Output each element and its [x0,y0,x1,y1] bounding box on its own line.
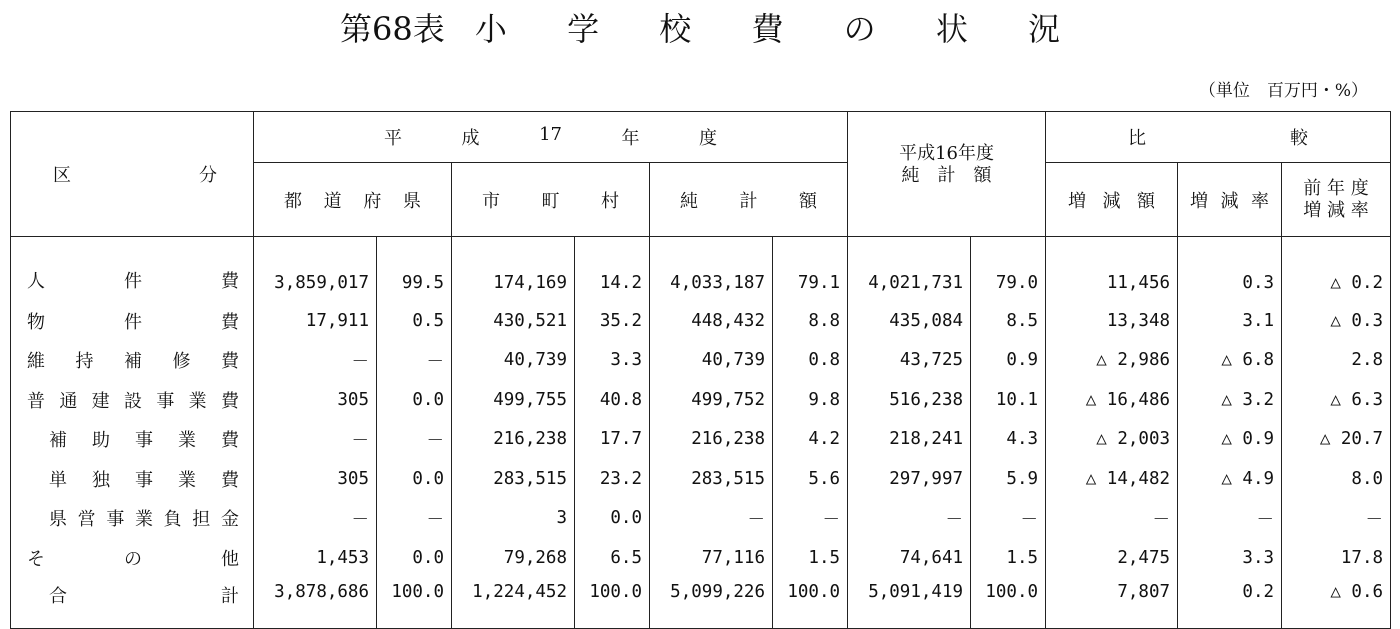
row-label-char: 補 [124,351,142,373]
cell-fy16-share: 10.1 [971,380,1046,420]
cell-fy16-amount: 4,021,731 [848,237,971,302]
title-char: 校 [659,10,692,48]
cell-diff-amount: 13,348 [1046,301,1178,341]
cell-diff-rate: △ 0.9 [1178,420,1282,460]
cell-net-share: 9.8 [773,380,848,420]
header-diff-char: 減 [1102,190,1121,212]
cell-muni-amount: 174,169 [452,237,575,302]
cell-prev-diff-rate: △ 20.7 [1282,420,1391,460]
header-prev-rate-line2: 増 減 率 [1303,199,1369,221]
cell-diff-amount: 2,475 [1046,538,1178,578]
cell-net-share: － [773,499,848,539]
cell-fy16-share: 8.5 [971,301,1046,341]
cell-muni-amount: 499,755 [452,380,575,420]
table-row [11,578,1391,629]
row-label-char: 件 [124,271,142,292]
header-net-char: 額 [799,190,818,212]
cell-muni-share: 14.2 [575,237,650,302]
cell-pref-share: － [377,420,452,460]
cell-prev-diff-rate: △ 6.3 [1282,380,1391,420]
row-label-char: 費 [220,390,239,412]
header-compare-char: 較 [1290,128,1309,149]
header-fy16-line2: 純 計 額 [901,165,992,186]
row-label-char: 県 [49,509,67,531]
cell-prev-diff-rate: 8.0 [1282,459,1391,499]
header-muni-char: 村 [601,190,619,212]
cell-diff-rate: △ 6.8 [1178,341,1282,381]
header-municipality [452,163,650,237]
header-net-char: 計 [739,190,758,212]
title-char: 況 [1028,10,1061,48]
header-diff-char: 増 [1068,190,1087,212]
cell-pref-amount: － [254,341,377,381]
cell-muni-share: 6.5 [575,538,650,578]
unit-note: （単位 百万円・%） [1198,81,1368,101]
header-category [11,112,254,237]
header-muni-char: 市 [482,190,500,212]
cell-fy16-share: － [971,499,1046,539]
row-label-char: 業 [178,469,196,491]
header-pref-char: 府 [363,190,382,212]
cell-prev-diff-rate: △ 0.2 [1282,237,1391,302]
cell-muni-share: 3.3 [575,341,650,381]
header-prefecture [254,163,452,237]
cell-pref-share: 100.0 [377,578,452,629]
cell-net-share: 4.2 [773,420,848,460]
title-char: 状 [935,10,968,48]
cell-fy16-amount: 218,241 [848,420,971,460]
cell-fy16-share: 0.9 [971,341,1046,381]
cell-pref-share: － [377,499,452,539]
header-compare-char: 比 [1128,128,1147,149]
cell-net-amount: 499,752 [650,380,773,420]
row-label [11,301,254,341]
cell-fy16-share: 1.5 [971,538,1046,578]
row-label-char: 合 [49,585,67,607]
row-label-char: 修 [172,351,191,373]
row-label [11,237,254,302]
header-compare [1046,112,1391,163]
header-diff-amount [1046,163,1178,237]
cell-net-share: 0.8 [773,341,848,381]
cell-fy16-share: 100.0 [971,578,1046,629]
row-label-char: 費 [221,430,239,452]
title-char: 費 [751,10,784,48]
row-label-char: 費 [221,271,239,292]
cell-prev-diff-rate: △ 0.6 [1282,578,1391,629]
row-label-char: 負 [163,509,182,531]
cell-pref-amount: 17,911 [254,301,377,341]
cell-prev-diff-rate: △ 0.3 [1282,301,1391,341]
table-row [11,459,1391,499]
cell-net-amount: 5,099,226 [650,578,773,629]
row-label [11,420,254,460]
table-row [11,420,1391,460]
row-label-char: 補 [49,430,67,452]
cell-muni-share: 0.0 [575,499,650,539]
table-row [11,341,1391,381]
cell-fy16-amount: 5,091,419 [848,578,971,629]
cell-net-amount: 40,739 [650,341,773,381]
cell-muni-share: 35.2 [575,301,650,341]
row-label-char: 事 [135,430,153,452]
header-pref-char: 道 [323,190,342,212]
row-label-char: 費 [221,469,239,491]
row-label-char: 建 [91,390,110,412]
cell-pref-amount: 305 [254,459,377,499]
cell-diff-rate: △ 3.2 [1178,380,1282,420]
cell-net-amount: － [650,499,773,539]
row-label-char: 助 [92,430,110,452]
header-diff-rate [1178,163,1282,237]
row-label-char: 設 [123,390,142,412]
title-prefix: 第68表 [339,10,445,48]
cell-pref-share: 0.5 [377,301,452,341]
row-label-char: 普 [27,390,45,412]
row-label-char: 通 [59,390,78,412]
cell-diff-amount: △ 14,482 [1046,459,1178,499]
table-body [11,237,1391,629]
header-rate-char: 率 [1251,190,1270,212]
table-row [11,237,1391,302]
row-label [11,578,254,629]
row-label-char: 業 [188,390,207,412]
header-fy17-char: 平 [384,128,402,149]
cell-prev-diff-rate: 17.8 [1282,538,1391,578]
cell-muni-share: 17.7 [575,420,650,460]
cell-diff-rate: 0.3 [1178,237,1282,302]
cell-pref-amount: 305 [254,380,377,420]
header-fy17-char: 成 [461,128,480,149]
header-fy17-char: 年 [621,128,640,149]
header-prev-rate [1282,163,1391,237]
row-label [11,341,254,381]
cell-pref-amount: 3,859,017 [254,237,377,302]
cell-diff-rate: 3.3 [1178,538,1282,578]
cell-diff-amount: △ 2,986 [1046,341,1178,381]
cell-net-share: 8.8 [773,301,848,341]
cell-net-amount: 448,432 [650,301,773,341]
cell-muni-amount: 216,238 [452,420,575,460]
row-label-char: 他 [221,548,239,570]
cell-diff-rate: － [1178,499,1282,539]
header-fy17-char: 度 [699,128,718,149]
cell-fy16-share: 5.9 [971,459,1046,499]
cell-muni-share: 100.0 [575,578,650,629]
cell-net-share: 5.6 [773,459,848,499]
cell-muni-share: 23.2 [575,459,650,499]
cell-fy16-amount: － [848,499,971,539]
header-rate-char: 増 [1190,190,1209,212]
cell-muni-amount: 40,739 [452,341,575,381]
cell-fy16-amount: 516,238 [848,380,971,420]
cell-net-share: 79.1 [773,237,848,302]
header-category-char: 分 [199,165,217,186]
header-fy17-char: 17 [539,124,562,145]
cell-net-share: 1.5 [773,538,848,578]
cell-net-share: 100.0 [773,578,848,629]
row-label-char: 事 [135,469,153,491]
cell-muni-amount: 79,268 [452,538,575,578]
row-label-char: 費 [221,311,239,333]
cell-fy16-amount: 74,641 [848,538,971,578]
cell-diff-amount: △ 2,003 [1046,420,1178,460]
title-char: 学 [567,10,600,48]
row-label-char: 担 [192,509,211,531]
row-label-char: 人 [27,271,45,292]
cell-pref-share: 0.0 [377,459,452,499]
cell-pref-share: 0.0 [377,380,452,420]
cell-pref-amount: 3,878,686 [254,578,377,629]
row-label-char: 事 [106,509,125,531]
header-fy16-line1: 平成16年度 [899,143,994,164]
row-label-char: 費 [221,351,239,373]
cell-muni-amount: 1,224,452 [452,578,575,629]
row-label-char: 独 [92,469,110,491]
cell-fy16-share: 4.3 [971,420,1046,460]
table-row [11,538,1391,578]
cell-pref-share: － [377,341,452,381]
school-expense-table [10,111,1391,629]
row-label [11,380,254,420]
cell-pref-share: 0.0 [377,538,452,578]
row-label-char: 物 [27,311,45,333]
cell-pref-amount: 1,453 [254,538,377,578]
row-label-char: の [124,548,142,570]
row-label [11,499,254,539]
table-row [11,301,1391,341]
cell-pref-amount: － [254,420,377,460]
row-label [11,538,254,578]
cell-fy16-amount: 435,084 [848,301,971,341]
cell-fy16-amount: 43,725 [848,341,971,381]
title-char: の [843,10,876,48]
cell-muni-amount: 3 [452,499,575,539]
header-fy17 [254,112,848,163]
row-label-char: 件 [124,311,142,333]
cell-prev-diff-rate: 2.8 [1282,341,1391,381]
header-pref-char: 都 [284,190,302,212]
cell-pref-share: 99.5 [377,237,452,302]
header-diff-char: 額 [1137,190,1156,212]
row-label-char: 単 [49,469,67,491]
cell-muni-share: 40.8 [575,380,650,420]
cell-net-amount: 4,033,187 [650,237,773,302]
cell-muni-amount: 430,521 [452,301,575,341]
row-label-char: 維 [27,351,45,373]
table-row [11,380,1391,420]
row-label-char: 業 [178,430,196,452]
cell-diff-amount: 7,807 [1046,578,1178,629]
cell-net-amount: 77,116 [650,538,773,578]
cell-diff-amount: － [1046,499,1178,539]
cell-fy16-share: 79.0 [971,237,1046,302]
row-label-char: 計 [221,585,239,607]
cell-prev-diff-rate: － [1282,499,1391,539]
row-label-char: 営 [77,509,96,531]
row-label-char: 業 [134,509,153,531]
row-label-char: 持 [75,351,94,373]
page-title [0,4,1400,50]
cell-diff-amount: 11,456 [1046,237,1178,302]
table-row [11,499,1391,539]
header-muni-char: 町 [541,190,560,212]
row-label-char: そ [27,548,45,570]
cell-fy16-amount: 297,997 [848,459,971,499]
header-net-char: 純 [680,190,698,212]
header-net-total [650,163,848,237]
header-prev-rate-line1: 前 年 度 [1303,177,1369,199]
title-char: 小 [474,10,507,48]
header-category-char: 区 [53,165,71,186]
cell-diff-amount: △ 16,486 [1046,380,1178,420]
header-rate-char: 減 [1220,190,1239,212]
cell-diff-rate: 0.2 [1178,578,1282,629]
cell-muni-amount: 283,515 [452,459,575,499]
row-label-char: 金 [220,509,239,531]
cell-pref-amount: － [254,499,377,539]
cell-net-amount: 283,515 [650,459,773,499]
row-label [11,459,254,499]
header-pref-char: 県 [402,190,421,212]
header-fy16-net [848,112,1046,237]
cell-diff-rate: 3.1 [1178,301,1282,341]
row-label-char: 事 [156,390,175,412]
cell-net-amount: 216,238 [650,420,773,460]
cell-diff-rate: △ 4.9 [1178,459,1282,499]
